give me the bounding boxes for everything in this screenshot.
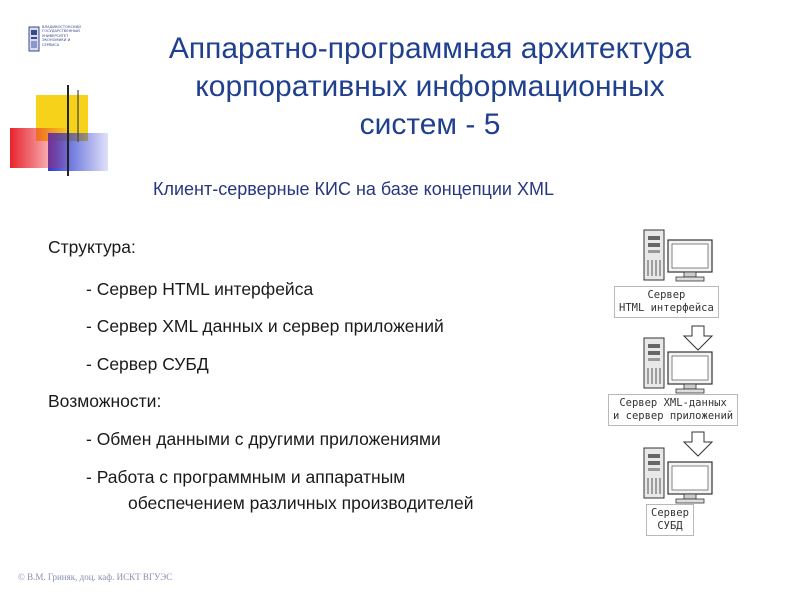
title-line-1: Аппаратно-программная архитектура: [168, 32, 692, 65]
feature-item: - Работа с программным и аппаратным: [86, 467, 406, 487]
page-title: [110, 30, 750, 144]
university-emblem-icon: [28, 26, 40, 52]
structure-item: - Сервер XML данных и сервер приложений: [86, 316, 444, 336]
university-name: ВЛАДИВОСТОКСКИЙ ГОСУДАРСТВЕННЫЙ УНИВЕРСИТЕТ ЭКОНОМИКИ И СЕРВИСА: [42, 25, 81, 47]
diagram-node-label: Сервер XML-данных и сервер приложений: [608, 394, 738, 426]
arrow-down-icon: [684, 326, 712, 350]
diagram-node-label: Сервер СУБД: [646, 504, 694, 536]
university-logo: [28, 24, 108, 58]
title-line-3: систем - 5: [359, 108, 501, 141]
diagram-graphics: [598, 222, 758, 552]
computer-server-icon: [644, 230, 712, 281]
feature-item: - Обмен данными с другими приложениями: [86, 429, 441, 449]
footer-copyright: © В.М. Гриняк, доц. каф. ИСКТ ВГУЭС: [18, 572, 173, 582]
computer-server-icon: [644, 448, 712, 503]
deco-red-square: [10, 128, 72, 168]
structure-item: - Сервер HTML интерфейса: [86, 279, 314, 299]
feature-item-continuation: обеспечением различных производителей: [128, 493, 474, 513]
structure-item: - Сервер СУБД: [86, 354, 209, 374]
structure-heading: Структура:: [48, 237, 136, 257]
title-line-2: корпоративных информационных: [195, 70, 665, 103]
features-heading: Возможности:: [48, 391, 162, 411]
diagram-node-label: Сервер HTML интерфейса: [614, 286, 719, 318]
arrow-down-icon: [684, 432, 712, 456]
slide-subtitle: Клиент-серверные КИС на базе концепции XML: [153, 179, 554, 199]
architecture-diagram: [598, 222, 758, 552]
